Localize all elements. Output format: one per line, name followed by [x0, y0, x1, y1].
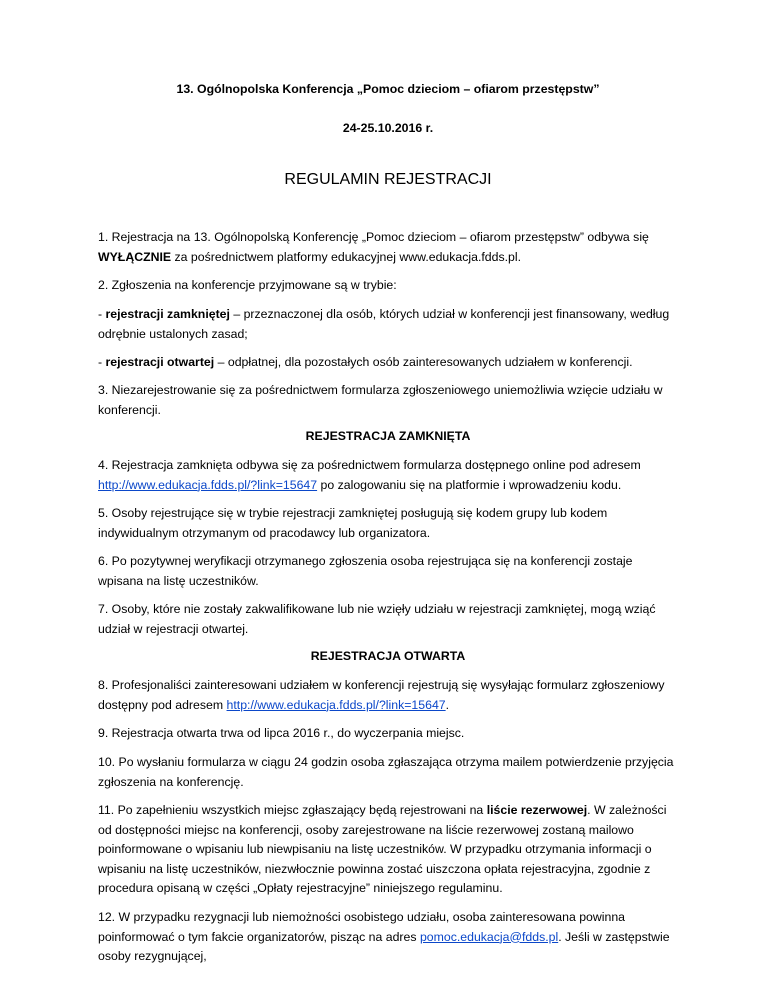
conference-title: 13. Ogólnopolska Konferencja „Pomoc dzieciom – ofiarom przestępstw”: [176, 82, 600, 96]
paragraph-1-text-b: za pośrednictwem platformy edukacyjnej www.edukacja.fdds.pl.: [171, 249, 522, 264]
paragraph-2a-bold: rejestracji zamkniętej: [105, 307, 230, 321]
paragraph-8: [98, 676, 678, 715]
paragraph-4-text-a: 4. Rejestracja zamknięta odbywa się za pośrednictwem formularza dostępnego online pod adresem: [98, 458, 641, 472]
paragraph-1-bold: WYŁĄCZNIE: [98, 249, 172, 264]
paragraph-6: 6. Po pozytywnej weryfikacji otrzymanego zgłoszenia osoba rejestrująca się na konferencji zostaje wpisana na listę uczestników.: [98, 554, 633, 588]
paragraph-2a-prefix: -: [98, 307, 106, 321]
paragraph-12: [98, 908, 678, 967]
contact-email-link[interactable]: pomoc.edukacja@fdds.pl: [419, 929, 559, 944]
paragraph-8-text-b: .: [445, 697, 450, 712]
registration-link[interactable]: http://www.edukacja.fdds.pl/?link=15647: [98, 477, 318, 492]
paragraph-2b-bold: rejestracji otwartej: [105, 355, 215, 369]
paragraph-3: 3. Niezarejestrowanie się za pośrednictwem formularza zgłoszeniowego uniemożliwia wzięcie udziału w konferencji.: [98, 383, 663, 417]
paragraph-12-text-a: 12. W przypadku rezygnacji lub niemożności osobistego udziału, osoba zainteresowana powinna poinformować o tym fakcie organizatorów, pisząc na adres: [98, 910, 626, 944]
paragraph-2b: [98, 353, 678, 373]
paragraph-1: [98, 228, 678, 267]
paragraph-2b-text: – odpłatnej, dla pozostałych osób zainteresowanych udziałem w konferencji.: [214, 355, 633, 369]
paragraph-11: [98, 801, 678, 899]
paragraph-2b-prefix: -: [98, 355, 106, 369]
paragraph-5: 5. Osoby rejestrujące się w trybie rejestracji zamkniętej posługują się kodem grupy lub kodem indywidualnym otrzymanym od pracodawcy lub organizatora.: [98, 506, 608, 540]
paragraph-11-text-b: . W zależności od dostępności miejsc na konferencji, osoby zarejestrowane na liście rezerwowej zostaną mailowo poinformowane o wpisaniu lub niewpisaniu na listę uczestników. W przypadku otrzymania informacji o wpisaniu na listę uczestników, niezwłocznie powinna zostać uiszczona opłata rejestracyjna, zgodnie z procedura opisaną w części „Opłaty rejestracyjne” niniejszego regulaminu.: [98, 803, 667, 895]
paragraph-11-text-a: 11. Po zapełnieniu wszystkich miejsc zgłaszający będą rejestrowani na: [98, 803, 487, 817]
paragraph-4-text-b: po zalogowaniu się na platformie i wprowadzeniu kodu.: [317, 477, 622, 492]
paragraph-2a-text: – przeznaczonej dla osób, których udział w konferencji jest finansowany, według odrębnie ustalonych zasad;: [98, 307, 670, 341]
section-heading-closed: REJESTRACJA ZAMKNIĘTA: [305, 429, 471, 443]
paragraph-1-text-a: 1. Rejestracja na 13. Ogólnopolską Konferencję „Pomoc dzieciom – ofiarom przestępstw” odbywa się: [98, 230, 649, 244]
paragraph-12-text-b: . Jeśli w zastępstwie osoby rezygnującej,: [98, 929, 670, 963]
paragraph-2a: [98, 305, 678, 344]
document-title: REGULAMIN REJESTRACJI: [284, 171, 492, 188]
registration-form-link[interactable]: http://www.edukacja.fdds.pl/?link=15647: [226, 697, 446, 712]
paragraph-9: 9. Rejestracja otwarta trwa od lipca 2016 r., do wyczerpania miejsc.: [98, 726, 465, 740]
paragraph-10: 10. Po wysłaniu formularza w ciągu 24 godzin osoba zgłaszająca otrzyma mailem potwierdzenie przyjęcia zgłoszenia na konferencję.: [98, 755, 674, 789]
section-heading-open: REJESTRACJA OTWARTA: [310, 649, 466, 663]
conference-dates: 24-25.10.2016 r.: [342, 121, 434, 135]
paragraph-8-text-a: 8. Profesjonaliści zainteresowani udziałem w konferencji rejestrują się wysyłając formularz zgłoszeniowy dostępny pod adresem: [98, 678, 665, 712]
paragraph-11-bold: liście rezerwowej: [486, 803, 588, 817]
paragraph-4: [98, 456, 678, 495]
paragraph-2: 2. Zgłoszenia na konferencje przyjmowane są w trybie:: [98, 278, 397, 292]
paragraph-7: 7. Osoby, które nie zostały zakwalifikowane lub nie wzięły udziału w rejestracji zamkniętej, mogą wziąć udział w rejestracji otwartej.: [98, 602, 656, 636]
